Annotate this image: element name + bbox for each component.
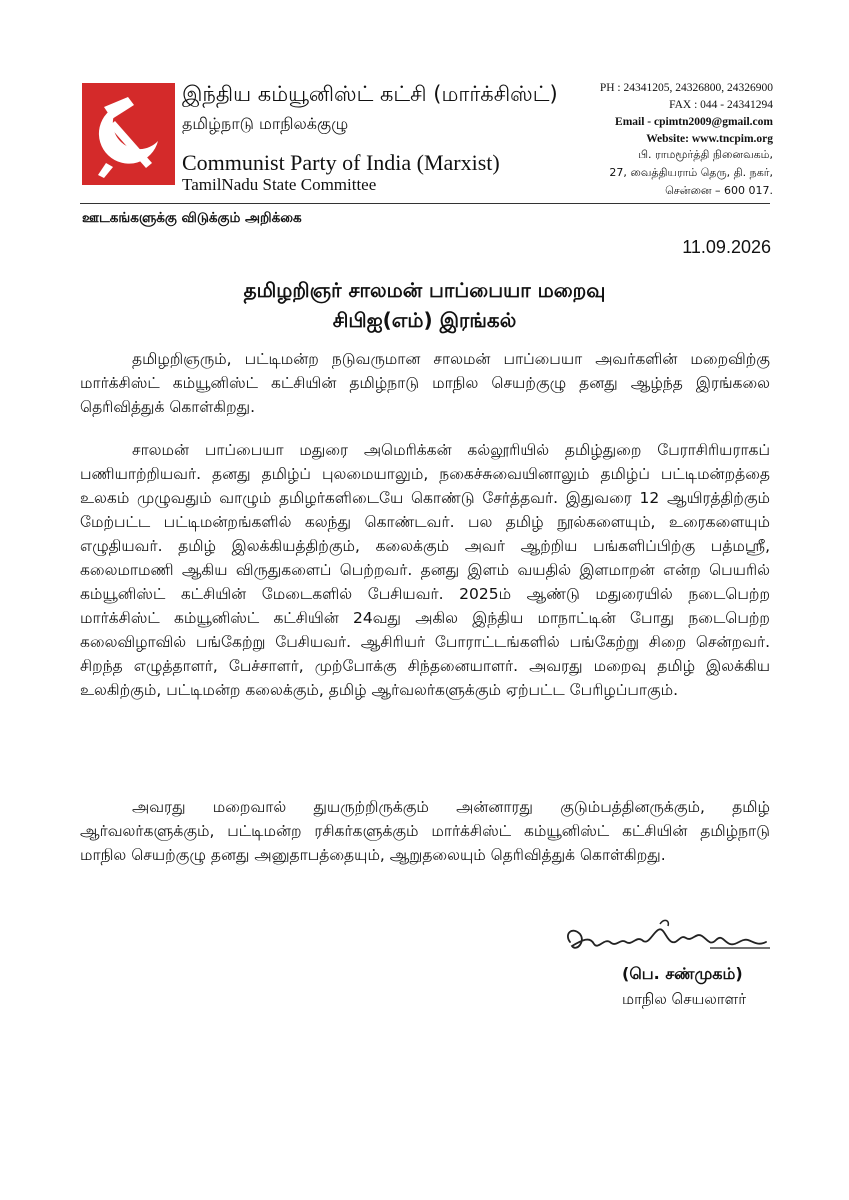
signer-name: (பெ. சண்முகம்) xyxy=(622,964,743,983)
address-line: சென்னை – 600 017. xyxy=(665,184,773,197)
contact-block xyxy=(600,80,773,148)
signer-title: மாநில செயலாளர் xyxy=(622,990,747,1008)
fax-number: FAX : 044 - 24341294 xyxy=(669,99,773,111)
website: Website: www.tncpim.org xyxy=(646,133,773,145)
handwritten-signature xyxy=(560,912,775,972)
media-statement-label: ஊடகங்களுக்கு விடுக்கும் அறிக்கை xyxy=(82,210,302,226)
header-divider xyxy=(80,203,770,204)
address-line: பி. ராமமூர்த்தி நினைவகம், xyxy=(637,148,773,161)
hammer-sickle-logo-icon xyxy=(82,83,175,185)
body-paragraph: சாலமன் பாப்பையா மதுரை அமெரிக்கன் கல்லூரியில் தமிழ்துறை பேராசிரியராகப் பணியாற்றியவர். தனது தமிழ்ப் புலமையாலும், நகைச்சுவையினாலும் தமிழ்ப் பட்டிமன்றத்தை உலகம் முழுவதும் வாழும் தமிழர்களிடையே கொண்டு சேர்த்தவர். இதுவரை 12 ஆயிரத்திற்கும் மேற்பட்ட பட்டிமன்றங்களில் கலந்து கொண்டவர். பல தமிழ் நூல்களையும், உரைகளையும் எழுதியவர். தமிழ் இலக்கியத்திற்கும், கலைக்கும் அவர் ஆற்றிய பங்களிப்பிற்கு பத்மஸ்ரீ, கலைமாமணி ஆகிய விருதுகளைப் பெற்றவர். தனது இளம் வயதில் இளமாறன் என்ற பெயரில் கம்யூனிஸ்ட் கட்சியின் மேடைகளில் பேசியவர். 2025ம் ஆண்டு மதுரையில் நடைபெற்ற மார்க்சிஸ்ட் கம்யூனிஸ்ட் கட்சியின் 24வது அகில இந்திய மாநாட்டின் போது நடைபெற்ற கலைவிழாவில் பங்கேற்று பேசியவர். ஆசிரியர் போராட்டங்களில் பங்கேற்று சிறை சென்றவர். சிறந்த எழுத்தாளர், பேச்சாளர், முற்போக்கு சிந்தனையாளர். அவரது மறைவு தமிழ் இலக்கிய உலகிற்கும், பட்டிமன்ற கலைக்கும், தமிழ் ஆர்வலர்களுக்கும் ஏற்பட்ட பேரிழப்பாகும். xyxy=(80,441,770,699)
address-line: 27, வைத்தியராம் தெரு, தி. நகர், xyxy=(609,166,773,179)
document-title: தமிழறிஞர் சாலமன் பாப்பையா மறைவு xyxy=(243,278,606,302)
committee-name-english: TamilNadu State Committee xyxy=(182,175,377,194)
phone-numbers: PH : 24341205, 24326800, 24326900 xyxy=(599,82,773,94)
document-subtitle: சிபிஐ(எம்) இரங்கல் xyxy=(332,308,517,332)
document-date: 11.09.2026 xyxy=(682,237,771,257)
committee-name-tamil: தமிழ்நாடு மாநிலக்குழு xyxy=(182,114,349,133)
postal-address xyxy=(609,146,773,200)
body-paragraph: அவரது மறைவால் துயருற்றிருக்கும் அன்னாரது குடும்பத்தினருக்கும், தமிழ் ஆர்வலர்களுக்கும், பட்டிமன்ற ரசிகர்களுக்கும் மார்க்சிஸ்ட் கம்யூனிஸ்ட் கட்சியின் தமிழ்நாடு மாநில செயற்குழு தனது அனுதாபத்தையும், ஆறுதலையும் தெரிவித்துக் கொள்கிறது. xyxy=(80,798,770,864)
letterhead xyxy=(0,0,849,205)
org-name-english: Communist Party of India (Marxist) xyxy=(182,150,500,175)
org-name-tamil: இந்திய கம்யூனிஸ்ட் கட்சி (மார்க்சிஸ்ட்) xyxy=(182,82,558,106)
body-paragraph: தமிழறிஞரும், பட்டிமன்ற நடுவருமான சாலமன் பாப்பையா அவர்களின் மறைவிற்கு மார்க்சிஸ்ட் கம்யூனிஸ்ட் கட்சியின் தமிழ்நாடு மாநில செயற்குழு தனது ஆழ்ந்த இரங்கலை தெரிவித்துக் கொள்கிறது. xyxy=(80,350,770,416)
email-address: Email - cpimtn2009@gmail.com xyxy=(615,116,773,128)
